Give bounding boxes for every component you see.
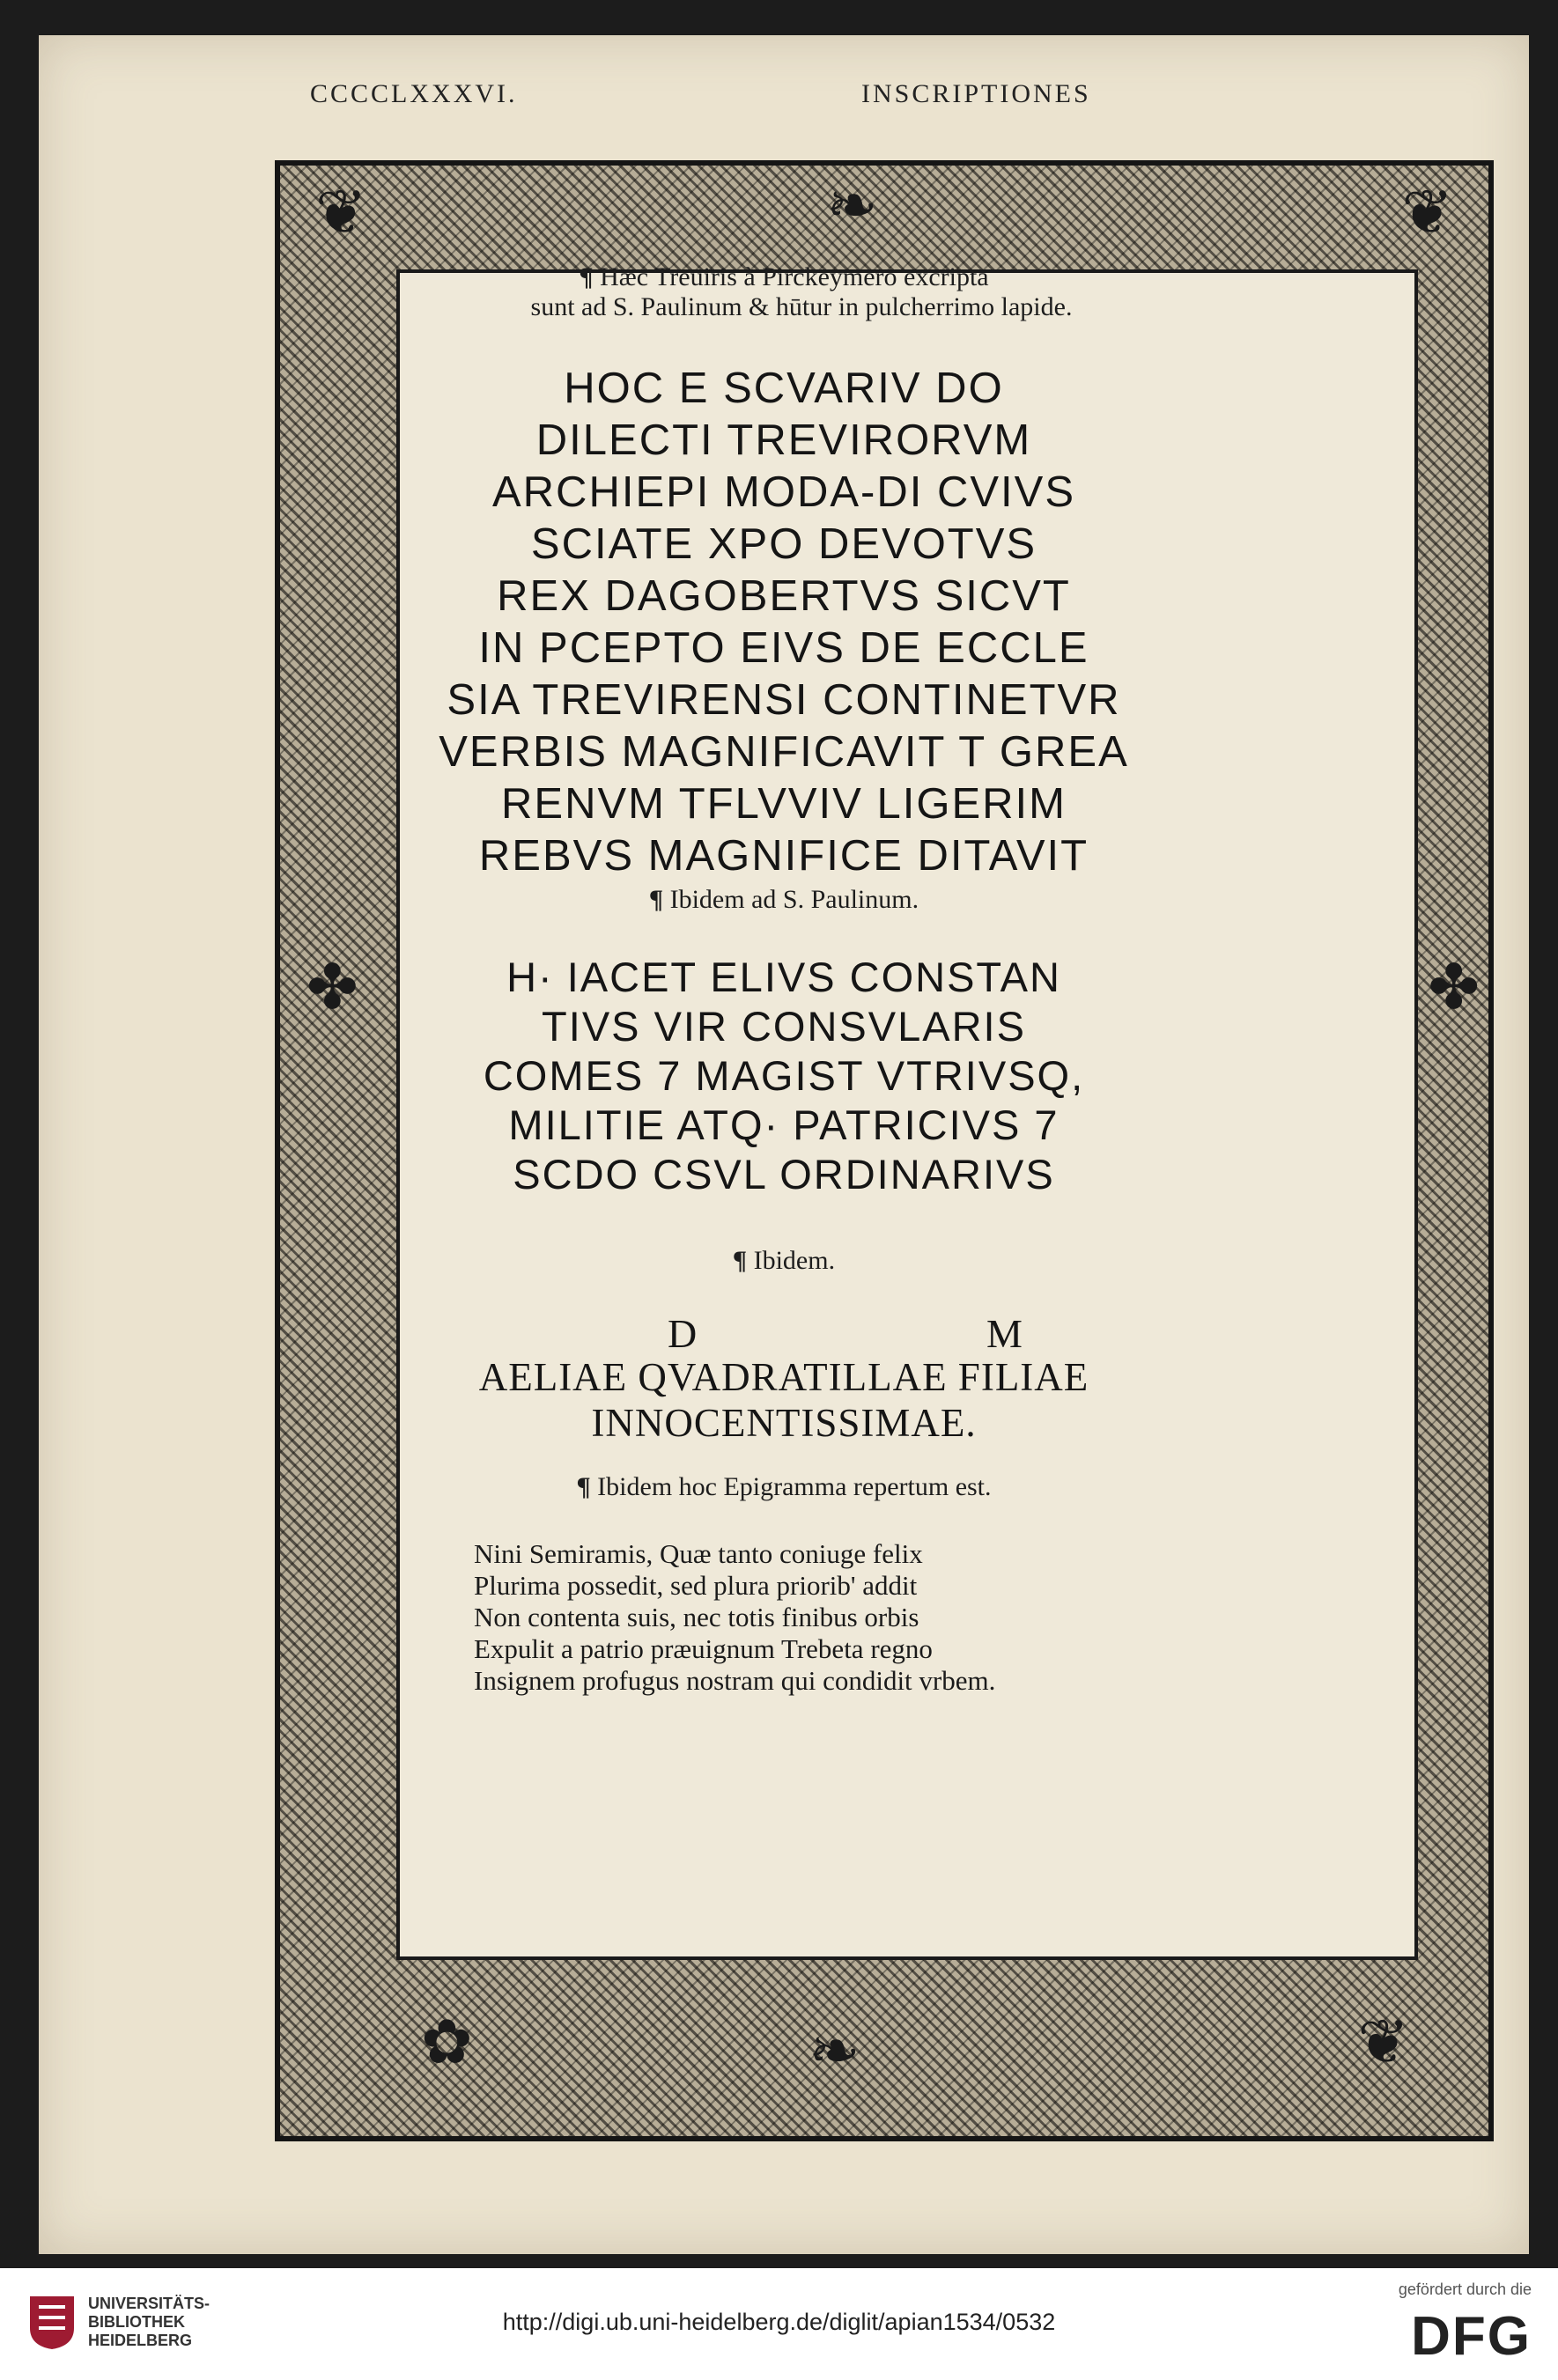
inscription-line: H· IACET ELIVS CONSTAN (506, 954, 1061, 1000)
scanned-page (39, 35, 1529, 2254)
dis-manibus-d: D (668, 1311, 698, 1356)
scroll-ornament-icon: ❦ (315, 180, 367, 247)
running-title: INSCRIPTIONES (861, 79, 1091, 108)
caption-1-line2: sunt ad S. Paulinum & hūtur in pulcherrimo lapide. (530, 292, 1073, 321)
running-head (39, 79, 1529, 123)
inscription-constantius (39, 953, 1529, 1199)
column-ornament-icon: ✤ (306, 954, 358, 1022)
epigram-poem (474, 1538, 1090, 1697)
inscription-quadratilla (39, 1354, 1529, 1446)
pilcrow-icon: ¶ (648, 885, 664, 914)
inscription-line: REBVS MAGNIFICE DITAVIT (478, 832, 1089, 880)
poem-line: Non contenta suis, nec totis finibus orbis (474, 1602, 919, 1632)
inscription-line: REX DAGOBERTVS SICVT (497, 572, 1071, 620)
inscription-line: VERBIS MAGNIFICAVIT T GREA (439, 728, 1129, 776)
library-name: UNIVERSITÄTS- BIBLIOTHEK HEIDELBERG (88, 2295, 210, 2349)
beast-ornament-icon: ❧ (809, 2018, 860, 2086)
inscription-line: INNOCENTISSIMAE. (591, 1401, 977, 1445)
inscription-line: SCIATE XPO DEVOTVS (530, 520, 1037, 568)
poem-line: Insignem profugus nostram qui condidit vrbem. (474, 1665, 996, 1696)
caption-2: ¶ Ibidem ad S. Paulinum. (648, 885, 919, 914)
rosette-ornament-icon: ❦ (1357, 2009, 1409, 2077)
scroll-ornament-icon: ❦ (1401, 180, 1453, 247)
scroll-ornament-icon: ❧ (826, 173, 878, 240)
inscription-line: SIA TREVIRENSI CONTINETVR (447, 676, 1121, 724)
funding-label: gefördert durch die (1398, 2281, 1532, 2298)
inscription-line: AELIAE QVADRATILLAE FILIAE (478, 1355, 1089, 1399)
inscription-line: RENVM TFLVVIV LIGERIM (501, 780, 1067, 828)
inscription-line: SCDO CSVL ORDINARIVS (513, 1151, 1055, 1197)
inscription-line: HOC E SCVARIV DO (564, 365, 1004, 412)
permalink-url[interactable]: http://digi.ub.uni-heidelberg.de/diglit/apian1534/0532 (502, 2309, 1056, 2335)
pilcrow-icon: ¶ (579, 262, 594, 291)
dfg-logo: DFG (1411, 2306, 1532, 2367)
inscription-line: DILECTI TREVIRORVM (535, 416, 1032, 464)
caption-1: ¶ Hæc Treuiris à Pirckeymero excripta (579, 262, 989, 291)
inscription-line: TIVS VIR CONSVLARIS (542, 1003, 1026, 1050)
viewer-footer (0, 2268, 1558, 2380)
rosette-ornament-icon: ✿ (421, 2009, 473, 2077)
pilcrow-icon: ¶ (732, 1246, 748, 1275)
inscription-line: ARCHIEPI MODA-DI CVIVS (491, 468, 1076, 516)
inscription-dagobert (39, 363, 1529, 882)
poem-line: Plurima possedit, sed plura priorib' addit (474, 1570, 918, 1601)
caption-4: ¶ Ibidem hoc Epigramma repertum est. (576, 1472, 992, 1501)
inscription-line: MILITIE ATQ· PATRICIVS 7 (508, 1102, 1060, 1148)
caption-3: ¶ Ibidem. (732, 1246, 836, 1275)
folio-number: CCCCLXXXVI. (310, 79, 518, 108)
pilcrow-icon: ¶ (576, 1472, 591, 1501)
inscription-line: COMES 7 MAGIST VTRIVSQ, (483, 1052, 1085, 1099)
inscription-line: IN PCEPTO EIVS DE ECCLE (478, 624, 1089, 672)
column-ornament-icon: ✤ (1428, 954, 1480, 1022)
poem-line: Nini Semiramis, Quæ tanto coniuge felix (474, 1538, 923, 1569)
dis-manibus-m: M (986, 1311, 1023, 1356)
poem-line: Expulit a patrio præuignum Trebeta regno (474, 1633, 933, 1664)
